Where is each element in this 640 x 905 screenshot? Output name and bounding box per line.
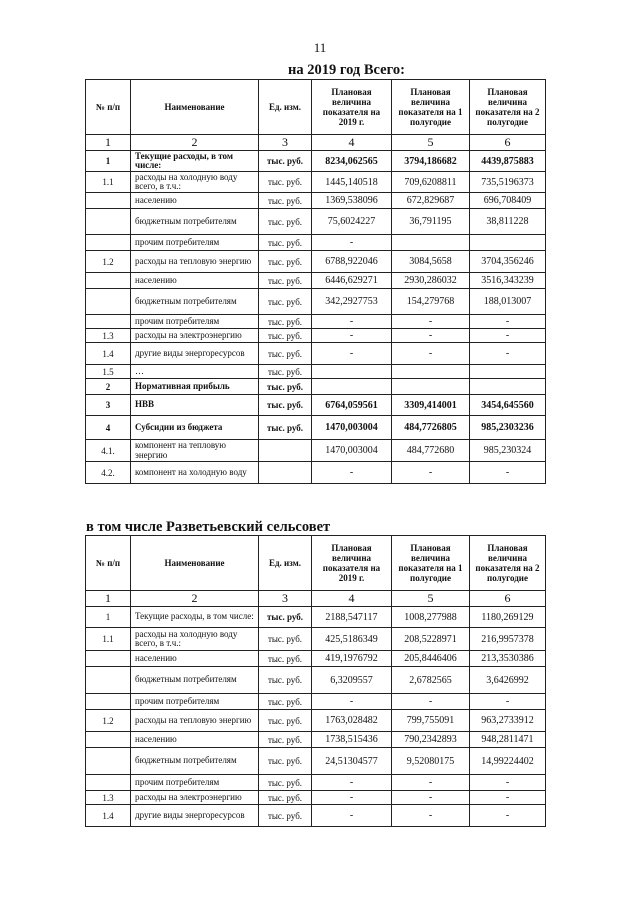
row-value-half2: - [470,775,546,791]
table-row [86,416,546,440]
row-name: расходы на холодную воду всего, в т.ч.: [131,628,259,651]
row-unit: тыс. руб. [259,607,312,628]
row-name: бюджетным потребителям [131,289,259,315]
row-number: 1.1 [86,172,131,193]
row-value-year: 1369,538096 [312,193,392,209]
row-unit: тыс. руб. [259,329,312,343]
index-cell: 6 [470,591,546,607]
row-value-half2: 696,708409 [470,193,546,209]
row-value-half2: 14,99224402 [470,748,546,775]
row-value-half2 [470,379,546,395]
table-row [86,289,546,315]
row-unit: тыс. руб. [259,416,312,440]
row-value-half2: - [470,329,546,343]
row-value-year: 419,1976792 [312,651,392,667]
row-number: 4.2. [86,462,131,484]
row-number: 1.1 [86,628,131,651]
row-name: Нормативная прибыль [131,379,259,395]
row-name: расходы на холодную воду всего, в т.ч.: [131,172,259,193]
header-name: Наименование [131,536,259,591]
row-name: расходы на электроэнергию [131,791,259,805]
row-value-year: 75,6024227 [312,209,392,235]
row-value-half2: 4439,875883 [470,151,546,172]
header-unit: Ед. изм. [259,80,312,135]
header-num: № п/п [86,536,131,591]
row-value-year: 1763,028482 [312,710,392,732]
row-value-half1 [392,235,470,251]
row-value-half2: 188,013007 [470,289,546,315]
row-value-half1: - [392,775,470,791]
table-row [86,732,546,748]
row-value-half1: 484,7726805 [392,416,470,440]
row-value-year: - [312,694,392,710]
row-value-year: 6446,629271 [312,273,392,289]
row-value-half2: 3,6426992 [470,667,546,694]
row-value-year [312,379,392,395]
row-name: бюджетным потребителям [131,748,259,775]
header-half1: Плановая величина показателя на 1 полугодие [392,80,470,135]
row-value-year: 6764,059561 [312,395,392,416]
index-cell: 1 [86,135,131,151]
row-unit: тыс. руб. [259,315,312,329]
table-row [86,775,546,791]
row-value-year: 1445,140518 [312,172,392,193]
header-name: Наименование [131,80,259,135]
table-row [86,628,546,651]
row-name: прочим потребителям [131,315,259,329]
table-row [86,651,546,667]
index-cell: 5 [392,591,470,607]
row-number: 1.2 [86,710,131,732]
row-value-half1: - [392,791,470,805]
row-unit: тыс. руб. [259,379,312,395]
row-value-year: 1738,515436 [312,732,392,748]
row-value-half1: 3794,186682 [392,151,470,172]
row-value-half2: 1180,269129 [470,607,546,628]
budget-table-total [85,79,546,484]
row-number: 1.3 [86,791,131,805]
row-value-half1: 154,279768 [392,289,470,315]
row-unit: тыс. руб. [259,805,312,827]
row-value-half2: 985,230324 [470,440,546,462]
header-half2: Плановая величина показателя на 2 полугодие [470,80,546,135]
table-row [86,315,546,329]
row-number: 4.1. [86,440,131,462]
row-unit [259,462,312,484]
row-value-half2: 3516,343239 [470,273,546,289]
header-year: Плановая величина показателя на 2019 г. [312,80,392,135]
row-value-half2: 735,5196373 [470,172,546,193]
row-number: 1 [86,607,131,628]
header-num: № п/п [86,80,131,135]
row-name: другие виды энергоресурсов [131,805,259,827]
row-value-half2: - [470,315,546,329]
row-unit [259,440,312,462]
row-unit: тыс. руб. [259,694,312,710]
index-cell: 3 [259,591,312,607]
budget-table-razvetyevsky [85,535,546,827]
row-value-year: - [312,329,392,343]
row-value-half2: 38,811228 [470,209,546,235]
index-cell: 1 [86,591,131,607]
table-row [86,329,546,343]
row-number [86,748,131,775]
row-value-half1: 208,5228971 [392,628,470,651]
row-unit: тыс. руб. [259,775,312,791]
row-value-half1: 2930,286032 [392,273,470,289]
row-value-half1: 3309,414001 [392,395,470,416]
row-name: бюджетным потребителям [131,667,259,694]
row-value-half2: - [470,462,546,484]
row-unit: тыс. руб. [259,289,312,315]
row-name: населению [131,273,259,289]
table-row [86,172,546,193]
index-cell: 4 [312,135,392,151]
row-value-year: 2188,547117 [312,607,392,628]
row-value-half2 [470,235,546,251]
row-name: расходы на электроэнергию [131,329,259,343]
row-unit: тыс. руб. [259,628,312,651]
row-value-half2: 3454,645560 [470,395,546,416]
row-value-year: - [312,315,392,329]
row-value-half1: 709,6208811 [392,172,470,193]
table-row [86,694,546,710]
index-cell: 4 [312,591,392,607]
row-value-half2: 216,9957378 [470,628,546,651]
row-number [86,775,131,791]
header-row [86,536,546,591]
row-name: расходы на тепловую энергию [131,710,259,732]
index-row [86,591,546,607]
row-unit: тыс. руб. [259,365,312,379]
index-cell: 6 [470,135,546,151]
row-value-half1: 672,829687 [392,193,470,209]
row-number [86,732,131,748]
row-unit: тыс. руб. [259,251,312,273]
row-value-half2: 948,2811471 [470,732,546,748]
row-name: компонент на тепловую энергию [131,440,259,462]
row-value-half1: 36,791195 [392,209,470,235]
row-name: Субсидии из бюджета [131,416,259,440]
row-name: населению [131,732,259,748]
table-row [86,209,546,235]
row-unit: тыс. руб. [259,343,312,365]
table-row [86,667,546,694]
row-value-year: 6788,922046 [312,251,392,273]
row-value-half1: 2,6782565 [392,667,470,694]
row-unit: тыс. руб. [259,667,312,694]
row-unit: тыс. руб. [259,172,312,193]
table-row [86,251,546,273]
table-row [86,235,546,251]
row-number [86,651,131,667]
row-value-half2: 213,3530386 [470,651,546,667]
row-value-year: 1470,003004 [312,416,392,440]
index-cell: 2 [131,135,259,151]
section-title-razvetyevsky: в том числе Разветьевский сельсовет [86,519,331,535]
index-row [86,135,546,151]
table-row [86,193,546,209]
row-value-half2: 985,2303236 [470,416,546,440]
row-value-half1: - [392,343,470,365]
row-number [86,273,131,289]
row-value-year: - [312,343,392,365]
row-value-half1: 3084,5658 [392,251,470,273]
table-row [86,805,546,827]
index-cell: 2 [131,591,259,607]
row-value-year: 342,2927753 [312,289,392,315]
row-name: прочим потребителям [131,694,259,710]
row-value-half2: - [470,694,546,710]
row-name: компонент на холодную воду [131,462,259,484]
row-value-half2: - [470,791,546,805]
table-row [86,440,546,462]
row-number: 1 [86,151,131,172]
row-unit: тыс. руб. [259,273,312,289]
table-row [86,343,546,365]
row-name: Текущие расходы, в том числе: [131,607,259,628]
row-value-year [312,365,392,379]
row-number [86,667,131,694]
row-name: … [131,365,259,379]
row-name: населению [131,193,259,209]
table-row [86,395,546,416]
row-value-half1: - [392,329,470,343]
row-number [86,235,131,251]
row-value-half1: - [392,315,470,329]
row-number [86,193,131,209]
row-name: расходы на тепловую энергию [131,251,259,273]
row-value-year: 6,3209557 [312,667,392,694]
row-unit: тыс. руб. [259,193,312,209]
row-unit: тыс. руб. [259,395,312,416]
row-number: 1.5 [86,365,131,379]
row-value-year: 24,51304577 [312,748,392,775]
row-name: бюджетным потребителям [131,209,259,235]
table-body [86,151,546,484]
table-row [86,151,546,172]
row-value-year: 425,5186349 [312,628,392,651]
row-value-half1: 9,52080175 [392,748,470,775]
table-row [86,748,546,775]
row-value-half2 [470,365,546,379]
row-value-half1: 205,8446406 [392,651,470,667]
row-value-year: - [312,235,392,251]
row-value-half1: - [392,694,470,710]
index-cell: 5 [392,135,470,151]
row-number: 1.4 [86,805,131,827]
row-unit: тыс. руб. [259,710,312,732]
row-unit: тыс. руб. [259,651,312,667]
row-value-year: 1470,003004 [312,440,392,462]
row-value-half1: 799,755091 [392,710,470,732]
row-value-year: - [312,462,392,484]
row-number: 3 [86,395,131,416]
row-unit: тыс. руб. [259,209,312,235]
row-name: прочим потребителям [131,775,259,791]
row-number [86,289,131,315]
row-name: НВВ [131,395,259,416]
row-number [86,694,131,710]
section-title-total: на 2019 год Всего: [288,62,405,78]
page-number: 11 [313,40,327,55]
header-row [86,80,546,135]
row-unit: тыс. руб. [259,235,312,251]
header-half2: Плановая величина показателя на 2 полугодие [470,536,546,591]
row-number: 2 [86,379,131,395]
row-unit: тыс. руб. [259,791,312,805]
index-cell: 3 [259,135,312,151]
row-value-half1: 1008,277988 [392,607,470,628]
row-value-half1: - [392,805,470,827]
header-half1: Плановая величина показателя на 1 полугодие [392,536,470,591]
row-unit: тыс. руб. [259,151,312,172]
row-value-half2: - [470,343,546,365]
row-value-year: - [312,805,392,827]
row-unit: тыс. руб. [259,748,312,775]
row-value-year: 8234,062565 [312,151,392,172]
row-value-half1: 484,772680 [392,440,470,462]
row-value-half2: 963,2733912 [470,710,546,732]
row-name: Текущие расходы, в том числе: [131,151,259,172]
row-number: 1.2 [86,251,131,273]
row-unit: тыс. руб. [259,732,312,748]
row-number: 1.4 [86,343,131,365]
row-value-year: - [312,791,392,805]
table-row [86,273,546,289]
row-name: населению [131,651,259,667]
row-number: 1.3 [86,329,131,343]
row-value-half1 [392,365,470,379]
row-number [86,209,131,235]
row-name: прочим потребителям [131,235,259,251]
row-value-half1 [392,379,470,395]
row-value-half1: 790,2342893 [392,732,470,748]
row-number: 4 [86,416,131,440]
table-row [86,791,546,805]
header-year: Плановая величина показателя на 2019 г. [312,536,392,591]
table-row [86,710,546,732]
row-value-half1: - [392,462,470,484]
row-name: другие виды энергоресурсов [131,343,259,365]
table-row [86,365,546,379]
table-row [86,379,546,395]
table-row [86,607,546,628]
table-row [86,462,546,484]
row-value-half2: - [470,805,546,827]
row-number [86,315,131,329]
row-value-year: - [312,775,392,791]
table-body [86,607,546,827]
header-unit: Ед. изм. [259,536,312,591]
row-value-half2: 3704,356246 [470,251,546,273]
